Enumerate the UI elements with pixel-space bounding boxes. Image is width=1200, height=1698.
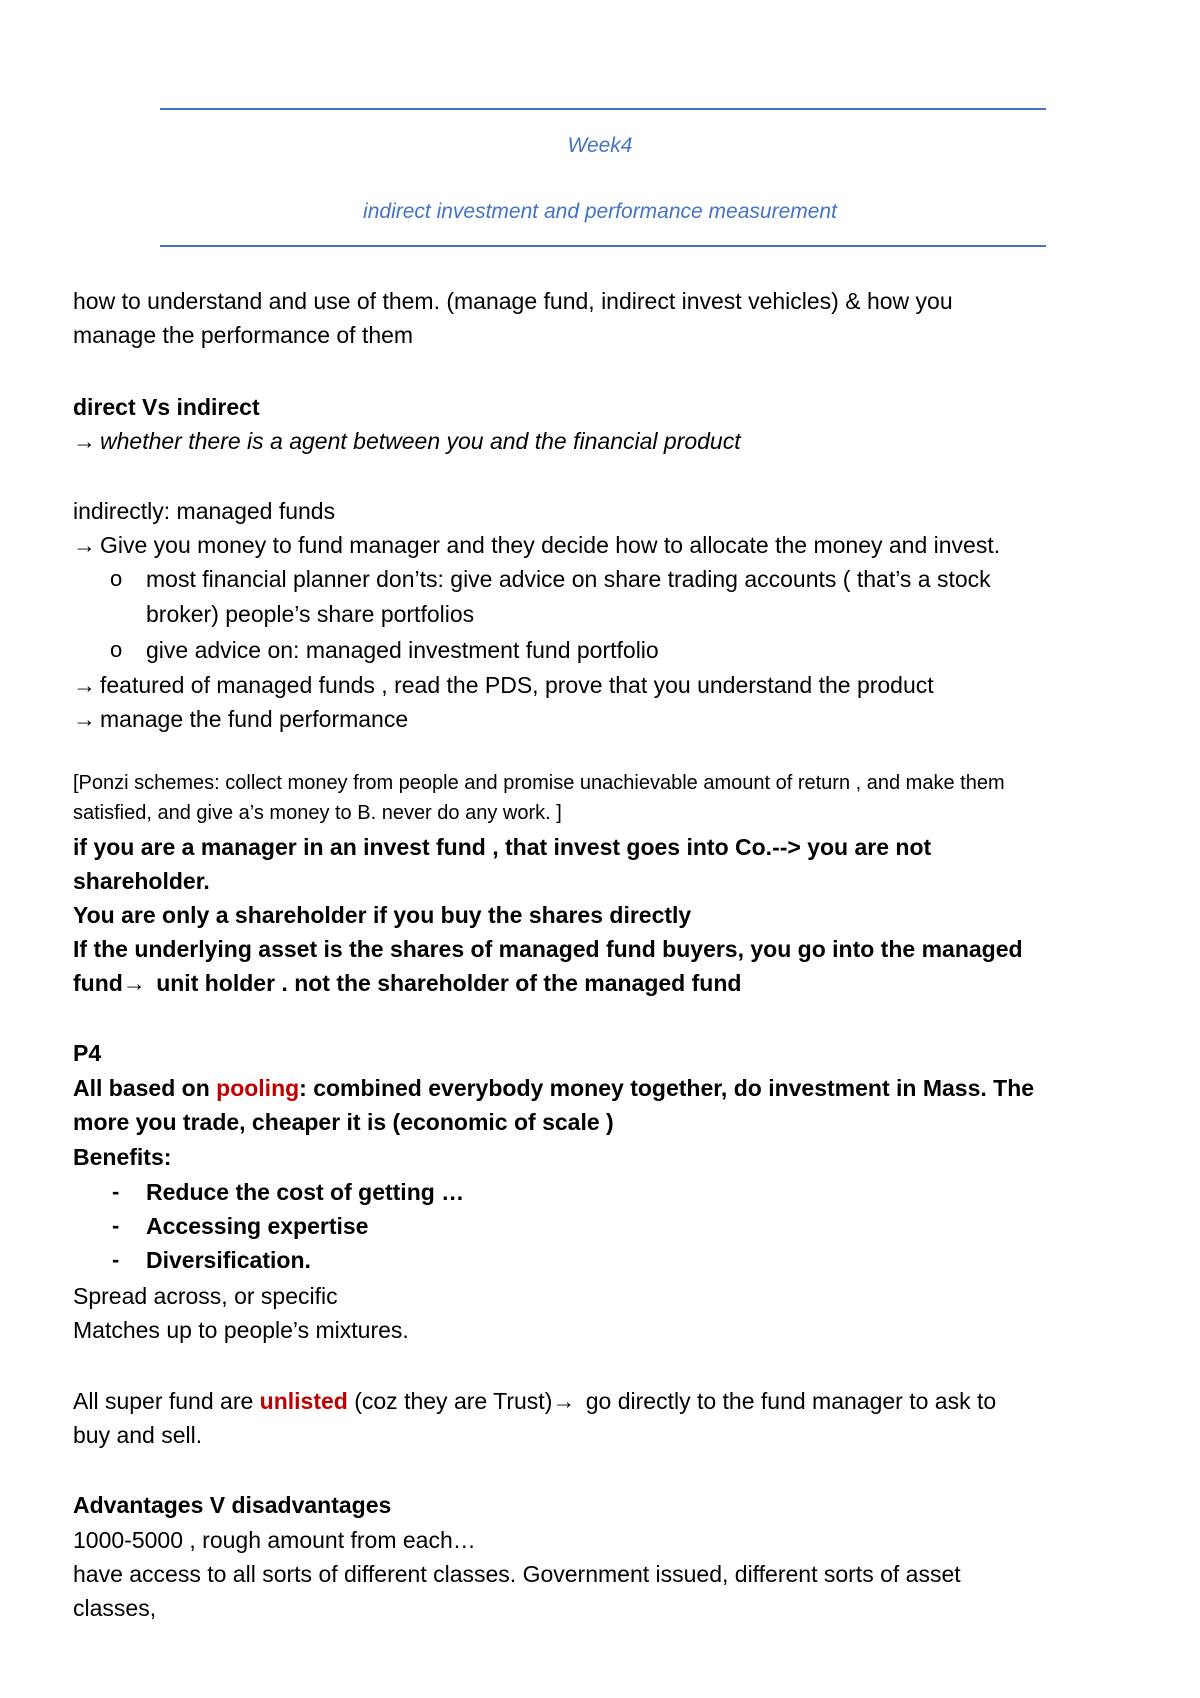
super-fund-line-1: All super fund are unlisted (coz they are Trust)→ go directly to the fund manager to ask to [73, 1384, 996, 1418]
header-bottom-rule [160, 245, 1046, 247]
manager-line-5: fund→ unit holder . not the shareholder of the managed fund [73, 966, 741, 1000]
advantages-line-2: have access to all sorts of different classes. Government issued, different sorts of asset [73, 1561, 961, 1587]
ponzi-line-1: [Ponzi schemes: collect money from people and promise unachievable amount of return , and make them [73, 772, 1005, 794]
benefit-1: Reduce the cost of getting … [146, 1179, 465, 1205]
arrow-right-icon: → [122, 970, 146, 996]
manager-line-2: shareholder. [73, 868, 210, 894]
indirectly-line-3: → manage the fund performance [73, 702, 408, 736]
advantages-heading: Advantages V disadvantages [73, 1492, 392, 1518]
direct-indirect-heading: direct Vs indirect [73, 394, 260, 420]
manager-line-1: if you are a manager in an invest fund , that invest goes into Co.--> you are not [73, 834, 932, 860]
matches-line: Matches up to people’s mixtures. [73, 1317, 409, 1343]
pooling-highlight: pooling [216, 1075, 300, 1101]
bullet-circle-icon: o [110, 566, 123, 591]
arrow-right-icon: → [552, 1388, 576, 1414]
direct-indirect-desc: whether there is a agent between you and the financial product [100, 428, 741, 454]
bullet-2: give advice on: managed investment fund portfolio [146, 637, 659, 663]
benefit-3: Diversification. [146, 1247, 311, 1273]
p4-heading: P4 [73, 1040, 102, 1066]
spread-line: Spread across, or specific [73, 1283, 338, 1309]
bullet-circle-icon: o [110, 637, 123, 662]
arrow-right-icon: → [73, 532, 96, 558]
pooling-line-1: All based on pooling: combined everybody money together, do investment in Mass. The [73, 1075, 1035, 1101]
intro-line-1: how to understand and use of them. (manage fund, indirect invest vehicles) & how you [73, 288, 953, 314]
intro-line-2: manage the performance of them [73, 322, 414, 348]
advantages-line-3: classes, [73, 1595, 157, 1621]
direct-indirect-desc-line [73, 424, 741, 458]
benefits-heading: Benefits: [73, 1144, 172, 1170]
unlisted-highlight: unlisted [259, 1388, 348, 1414]
bullet-1-line-a: most financial planner don’ts: give advice on share trading accounts ( that’s a stock [146, 566, 991, 592]
dash-bullet: - [112, 1247, 120, 1272]
bullet-1-line-b: broker) people’s share portfolios [146, 601, 475, 627]
indirectly-line-2: → featured of managed funds , read the PDS, prove that you understand the product [73, 668, 934, 702]
arrow-right-icon: → [73, 428, 96, 454]
indirectly-heading: indirectly: managed funds [73, 498, 336, 524]
dash-bullet: - [112, 1179, 120, 1204]
benefit-2: Accessing expertise [146, 1213, 369, 1239]
week-title: Week4 [567, 134, 633, 157]
dash-bullet: - [112, 1213, 120, 1238]
header-top-rule [160, 108, 1046, 110]
ponzi-line-2: satisfied, and give a’s money to B. never do any work. ] [73, 802, 562, 824]
manager-line-4: If the underlying asset is the shares of managed fund buyers, you go into the managed [73, 936, 1023, 962]
manager-line-3: You are only a shareholder if you buy the shares directly [73, 902, 692, 928]
pooling-line-2: more you trade, cheaper it is (economic of scale ) [73, 1109, 614, 1135]
advantages-line-1: 1000-5000 , rough amount from each… [73, 1527, 476, 1553]
arrow-right-icon: → [73, 706, 96, 732]
indirectly-line-1: → Give you money to fund manager and they decide how to allocate the money and invest. [73, 528, 1000, 562]
super-fund-line-2: buy and sell. [73, 1422, 203, 1448]
arrow-right-icon: → [73, 672, 96, 698]
page-subtitle: indirect investment and performance measurement [363, 200, 837, 223]
